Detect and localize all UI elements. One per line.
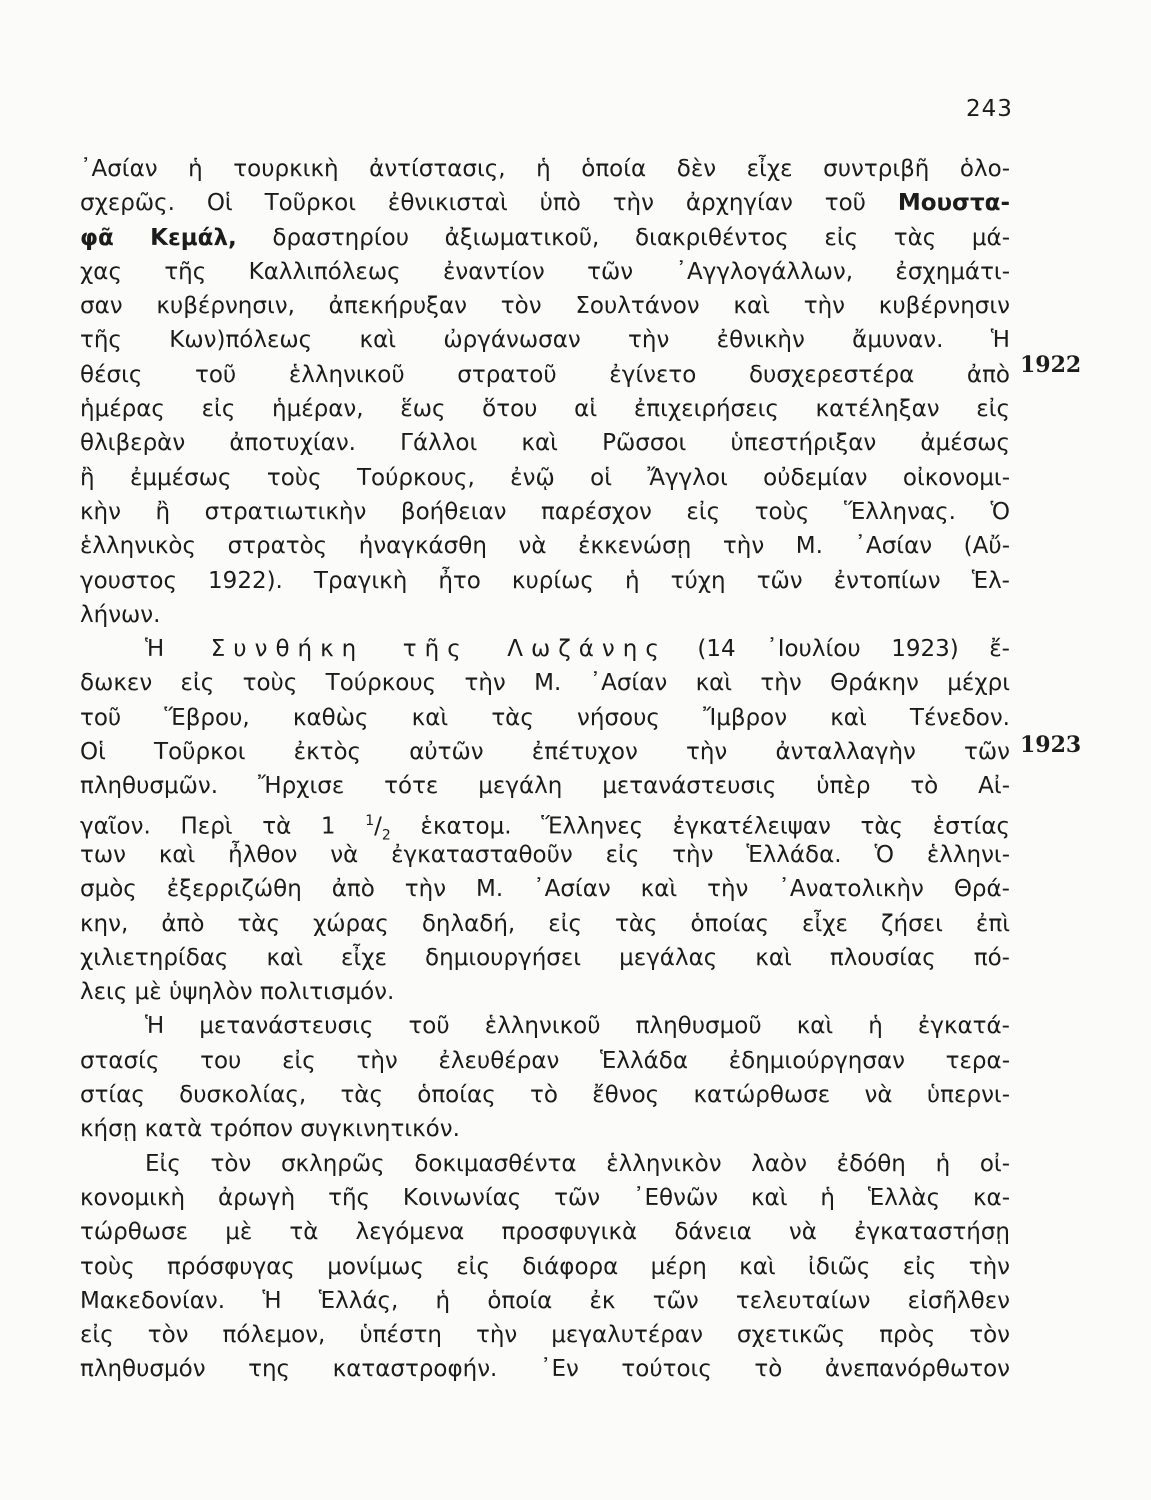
text-line: Ἡ μετανάστευσις τοῦ ἑλληνικοῦ πληθυσμοῦ καὶ ἡ ἐγκατά- [145, 1013, 1010, 1040]
text-line: πληθυσμόν της καταστροφήν. ᾿Εν τούτοις τὸ ἀνεπανόρθωτον [80, 1356, 1010, 1383]
text-line: σχερῶς. Οἱ Τοῦρκοι ἐθνικισταὶ ὑπὸ τὴν ἀρχηγίαν τοῦ Μουστα- [80, 190, 1010, 217]
text-line: κονομικὴ ἀρωγὴ τῆς Κοινωνίας τῶν ᾿Εθνῶν καὶ ἡ Ἑλλὰς κα- [80, 1184, 1010, 1211]
text-line: σμὸς ἐξερριζώθη ἀπὸ τὴν Μ. ᾿Ασίαν καὶ τὴν ᾿Ανατολικὴν Θρά- [80, 876, 1010, 903]
text-line: τῆς Κων)πόλεως καὶ ὠργάνωσαν τὴν ἐθνικὴν ἄμυναν. Ἡ [80, 327, 1010, 354]
text-line: των καὶ ἦλθον νὰ ἐγκατασταθοῦν εἰς τὴν Ἑλλάδα. Ὁ ἑλληνι- [80, 841, 1010, 868]
text-line: κὴν ἢ στρατιωτικὴν βοήθειαν παρέσχον εἰς τοὺς Ἕλληνας. Ὁ [80, 498, 1010, 525]
text-line: ᾿Ασίαν ἡ τουρκικὴ ἀντίστασις, ἡ ὁποία δὲν εἶχε συντριβῆ ὁλο- [80, 156, 1010, 182]
bold-name: φᾶ Κεμάλ, [80, 224, 237, 251]
margin-year-note: 1922 [1020, 352, 1082, 378]
text-line: θέσις τοῦ ἑλληνικοῦ στρατοῦ ἐγίνετο δυσχερεστέρα ἀπὸ [80, 361, 1010, 388]
text-line: Ἡ Συνθήκη τῆς Λωζάνης (14 ᾿Ιουλίου 1923) ἔ- [145, 636, 1010, 663]
text-line: σαν κυβέρνησιν, ἀπεκήρυξαν τὸν Σουλτάνον καὶ τὴν κυβέρνησιν [80, 293, 1010, 320]
text-line: τοῦ Ἕβρου, καθὼς καὶ τὰς νήσους Ἴμβρον καὶ Τένεδον. [80, 704, 1010, 731]
text-line: χας τῆς Καλλιπόλεως ἐναντίον τῶν ᾿Αγγλογάλλων, ἐσχημάτι- [80, 258, 1010, 285]
text-line: χιλιετηρίδας καὶ εἶχε δημιουργήσει μεγάλας καὶ πλουσίας πό- [80, 944, 1010, 971]
text-line: γαῖον. Περὶ τὰ 1 $^1/_2$ ἑκατομ. Ἕλληνες ἐγκατέλειψαν τὰς ἑστίας [80, 812, 1011, 843]
text-line: τώρθωσε μὲ τὰ λεγόμενα προσφυγικὰ δάνεια νὰ ἐγκαταστήσῃ [80, 1219, 1010, 1246]
text-line: λεις μὲ ὑψηλὸν πολιτισμόν. [80, 979, 395, 1006]
page-number: 243 [966, 96, 1013, 122]
text-line: Εἰς τὸν σκληρῶς δοκιμασθέντα ἑλληνικὸν λαὸν ἐδόθη ἡ οἰ- [145, 1150, 1010, 1177]
text-line: δωκεν εἰς τοὺς Τούρκους τὴν Μ. ᾿Ασίαν καὶ τὴν Θράκην μέχρι [80, 670, 1010, 697]
text-line: γουστος 1922). Τραγικὴ ἦτο κυρίως ἡ τύχη τῶν ἐντοπίων Ἑλ- [80, 567, 1010, 594]
text-line: ἢ ἐμμέσως τοὺς Τούρκους, ἐνῷ οἱ Ἄγγλοι οὐδεμίαν οἰκονομι- [80, 464, 1010, 491]
text-line: Οἱ Τοῦρκοι ἐκτὸς αὐτῶν ἐπέτυχον τὴν ἀνταλλαγὴν τῶν [80, 739, 1010, 766]
text-line: λήνων. [80, 601, 161, 628]
fraction-denominator: 2 [381, 826, 391, 843]
text-line: ἡμέρας εἰς ἡμέραν, ἕως ὅτου αἱ ἐπιχειρήσεις κατέληξαν εἰς [80, 396, 1010, 423]
text-line: κην, ἀπὸ τὰς χώρας δηλαδή, εἰς τὰς ὁποίας εἶχε ζήσει ἐπὶ [80, 910, 1010, 937]
text-line: φᾶ Κεμάλ, δραστηρίου ἀξιωματικοῦ, διακριθέντος εἰς τὰς μά- [80, 224, 1010, 251]
text-line: θλιβερὰν ἀποτυχίαν. Γάλλοι καὶ Ρῶσσοι ὑπεστήριξαν ἀμέσως [80, 430, 1010, 457]
margin-year-note: 1923 [1020, 732, 1082, 758]
text-line: ἑλληνικὸς στρατὸς ἠναγκάσθη νὰ ἐκκενώσῃ τὴν Μ. ᾿Ασίαν (Αὔ- [80, 533, 1010, 560]
text-line: κήσῃ κατὰ τρόπον συγκινητικόν. [80, 1116, 460, 1143]
spaced-heading: Ἡ Συνθήκη τῆς Λωζάνης [145, 636, 667, 663]
text-line: τοὺς πρόσφυγας μονίμως εἰς διάφορα μέρη καὶ ἰδιῶς εἰς τὴν [80, 1253, 1010, 1280]
text-line: Μακεδονίαν. Ἡ Ἑλλάς, ἡ ὁποία ἐκ τῶν τελευταίων εἰσῆλθεν [80, 1287, 1010, 1314]
text-line: πληθυσμῶν. Ἤρχισε τότε μεγάλη μετανάστευσις ὑπὲρ τὸ Αἰ- [80, 773, 1010, 800]
text-line: στίας δυσκολίας, τὰς ὁποίας τὸ ἔθνος κατώρθωσε νὰ ὑπερνι- [80, 1082, 1010, 1109]
text-line: εἰς τὸν πόλεμον, ὑπέστη τὴν μεγαλυτέραν σχετικῶς πρὸς τὸν [80, 1322, 1010, 1349]
bold-name: Μουστα- [897, 190, 1010, 217]
body-text [80, 152, 1010, 1387]
fraction-numerator: 1 [365, 812, 375, 829]
text-line: στασίς του εἰς τὴν ἐλευθέραν Ἑλλάδα ἐδημιούργησαν τερα- [80, 1047, 1010, 1074]
